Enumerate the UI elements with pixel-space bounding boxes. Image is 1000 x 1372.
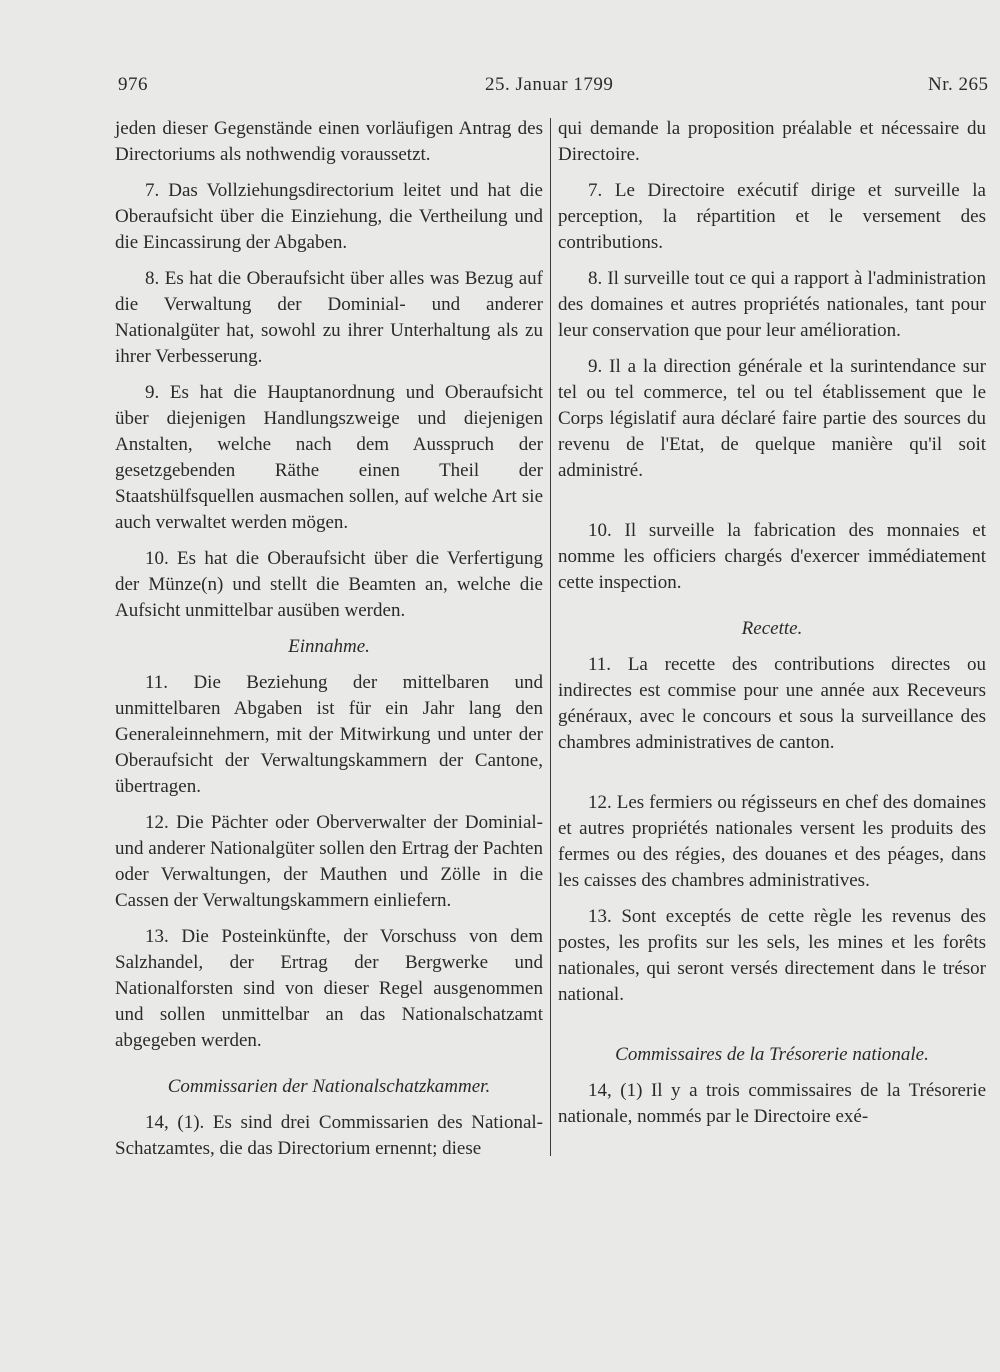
german-column (115, 116, 543, 1162)
french-paragraph-13: 13. Sont exceptés de cette règle les revenus des postes, les profits sur les sels, les mines et les forêts nationales, qui seront versés directement dans le trésor national. (558, 906, 986, 1005)
french-paragraph-8: 8. Il surveille tout ce qui a rapport à l'administration des domaines et autres propriétés nationales, tant pour leur conservation que pour leur amélioration. (558, 268, 986, 341)
german-paragraph-10: 10. Es hat die Oberaufsicht über die Verfertigung der Münze(n) und stellt die Beamten an, welche die Aufsicht unmittelbar ausüben werden. (115, 548, 543, 621)
german-paragraph-continued: jeden dieser Gegenstände einen vorläufigen Antrag des Directoriums als nothwendig voraussetzt. (115, 118, 543, 165)
french-section-heading-recette: Recette. (741, 618, 803, 639)
german-paragraph-11: 11. Die Beziehung der mittelbaren und unmittelbaren Abgaben ist für ein Jahr lang den Generaleinnehmern, mit der Mitwirkung und unter der Oberaufsicht der Verwaltungskammern der Cantone, übertragen. (115, 672, 543, 797)
german-paragraph-9: 9. Es hat die Hauptanordnung und Oberaufsicht über diejenigen Handlungszweige und diejenigen Anstalten, welche nach dem Ausspruch der gesetzgebenden Räthe einen Theil der Staatshülfsquellen ausmachen sollen, auf welche Art sie auch verwaltet werden mögen. (115, 382, 543, 533)
german-paragraph-7: 7. Das Vollziehungsdirectorium leitet und hat die Oberaufsicht über die Einziehung, die Vertheilung und die Eincassirung der Abgaben. (115, 180, 543, 253)
column-divider (550, 118, 551, 1156)
german-paragraph-13: 13. Die Posteinkünfte, der Vorschuss von dem Salzhandel, der Ertrag der Bergwerke und Nationalforsten sind von dieser Regel ausgenommen und sollen unmittelbar an das Nationalschatzamt abgegeben werden. (115, 926, 543, 1051)
page-date: 25. Januar 1799 (485, 74, 614, 95)
german-paragraph-8: 8. Es hat die Oberaufsicht über alles was Bezug auf die Verwaltung der Dominial- und anderer Nationalgüter hat, sowohl zu ihrer Unterhaltung als zu ihrer Verbesserung. (115, 268, 543, 367)
french-paragraph-14: 14, (1) Il y a trois commissaires de la Trésorerie nationale, nommés par le Directoire exé- (558, 1080, 986, 1127)
french-paragraph-9: 9. Il a la direction générale et la surintendance sur tel ou tel commerce, tel ou tel établissement que le Corps législatif aura déclaré faire partie des sources du revenu de l'Etat, de quelque manière qu'il soit administré. (558, 356, 986, 481)
french-paragraph-12: 12. Les fermiers ou régisseurs en chef des domaines et autres propriétés nationales versent les produits des fermes ou des régies, des douanes et des péages, dans les caisses des chambres administratives. (558, 792, 986, 891)
french-paragraph-10: 10. Il surveille la fabrication des monnaies et nomme les officiers chargés d'exercer immédiatement cette inspection. (558, 520, 986, 593)
french-paragraph-continued: qui demande la proposition préalable et nécessaire du Directoire. (558, 118, 986, 165)
german-section-heading-commissarien: Commissarien der Nationalschatzkammer. (167, 1076, 491, 1097)
page-number: 976 (118, 74, 148, 95)
german-paragraph-14: 14, (1). Es sind drei Commissarien des National-Schatzamtes, die das Directorium ernennt; diese (115, 1112, 543, 1159)
document-number: Nr. 265 (928, 74, 989, 95)
french-paragraph-7: 7. Le Directoire exécutif dirige et surveille la perception, la répartition et le versement des contributions. (558, 180, 986, 253)
german-paragraph-12: 12. Die Pächter oder Oberverwalter der Dominial- und anderer Nationalgüter sollen den Ertrag der Pachten oder Verwaltungen, der Mauthen und Zölle in die Cassen der Verwaltungskammern einliefern. (115, 812, 543, 911)
french-column (558, 116, 986, 1130)
french-section-heading-commissaires: Commissaires de la Trésorerie nationale. (615, 1044, 929, 1065)
german-section-heading-einnahme: Einnahme. (288, 636, 370, 657)
french-paragraph-11: 11. La recette des contributions directes ou indirectes est commise pour une année aux Receveurs généraux, avec le concours et sous la surveillance des chambres administratives de canton. (558, 654, 986, 753)
